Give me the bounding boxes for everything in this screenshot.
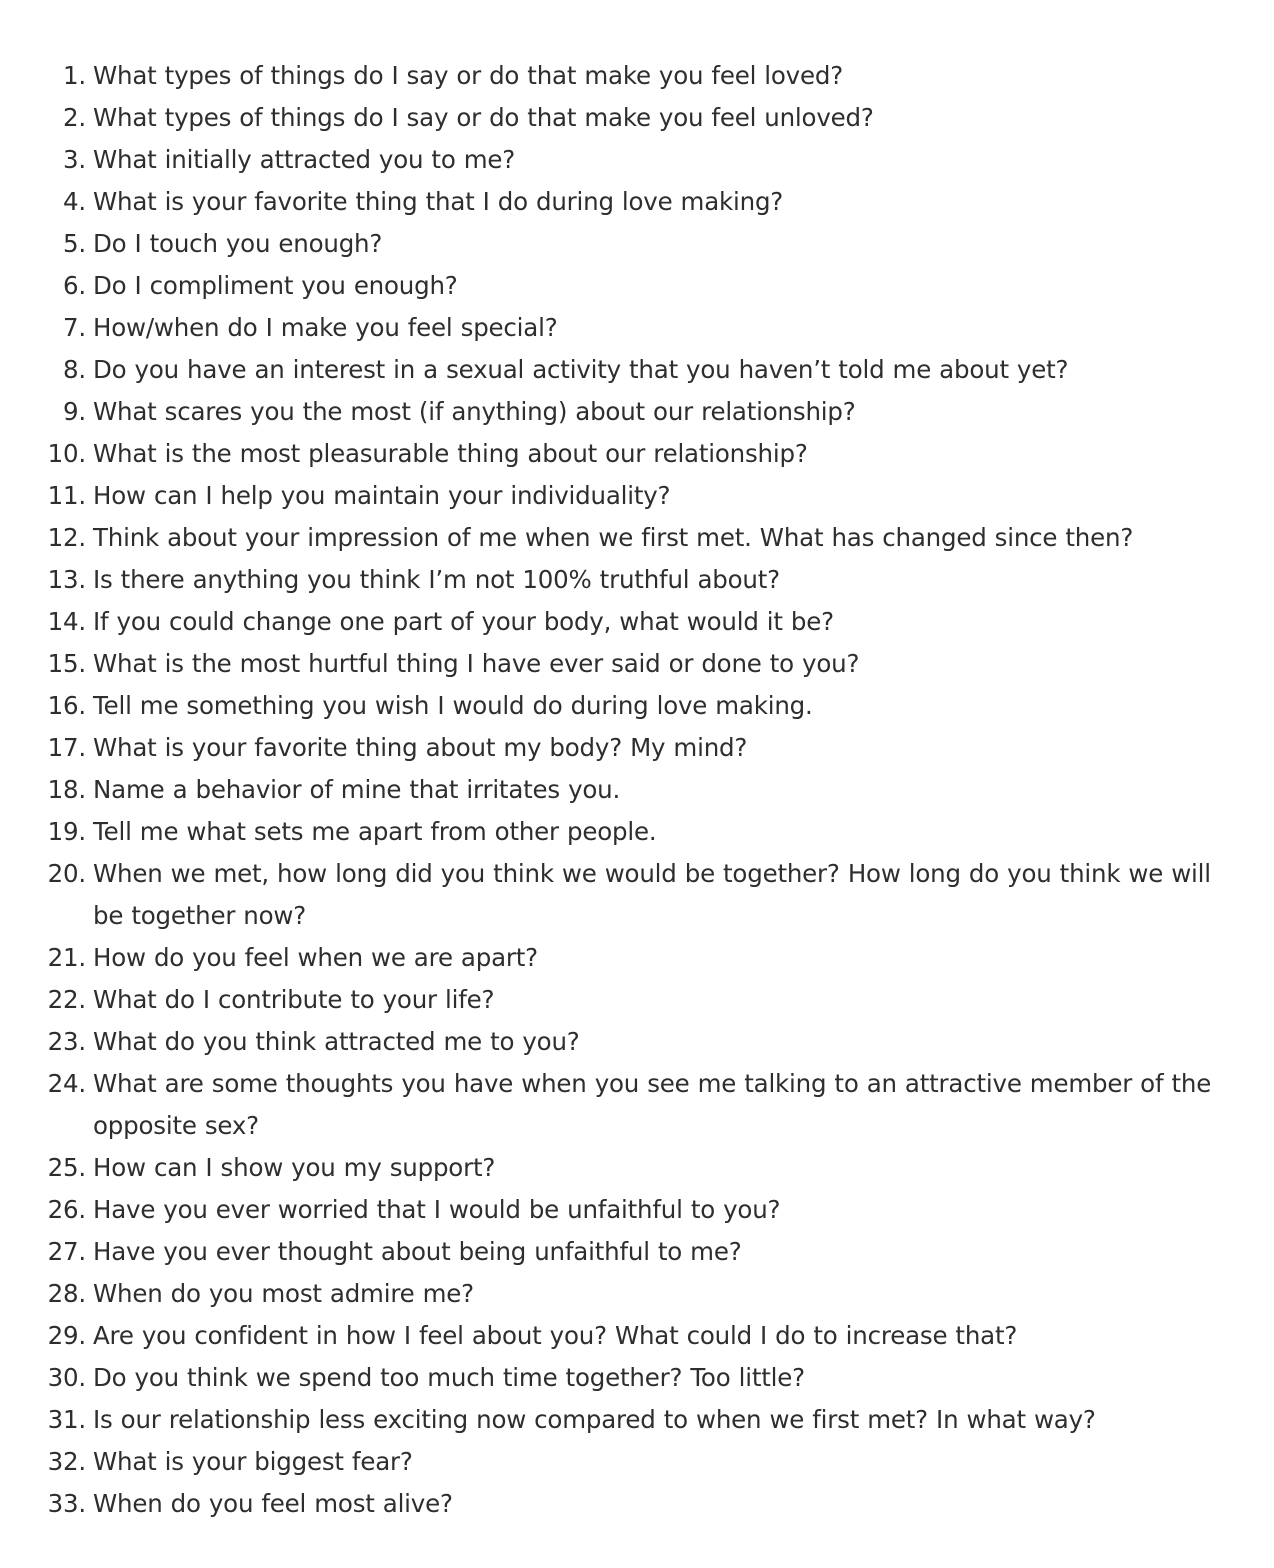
- question-item: [0, 1231, 1274, 1273]
- question-number: 26.: [47, 1195, 86, 1224]
- question-text: What is your favorite thing that I do during love making?: [93, 187, 784, 216]
- question-list: [0, 55, 1274, 1525]
- question-text: Think about your impression of me when we first met. What has changed since then?: [93, 523, 1134, 552]
- question-number: 25.: [47, 1153, 86, 1182]
- question-text: Do I compliment you enough?: [93, 271, 458, 300]
- question-number: 10.: [47, 439, 86, 468]
- question-text: Is our relationship less exciting now compared to when we first met? In what way?: [93, 1405, 1096, 1434]
- question-text: When do you feel most alive?: [93, 1489, 453, 1518]
- question-text: Have you ever worried that I would be unfaithful to you?: [93, 1195, 781, 1224]
- question-number: 33.: [47, 1489, 86, 1518]
- question-text: When we met, how long did you think we would be together? How long do you think we will be together now?: [93, 859, 1211, 930]
- question-text: Are you confident in how I feel about you? What could I do to increase that?: [93, 1321, 1018, 1350]
- question-number: 28.: [47, 1279, 86, 1308]
- question-item: [0, 391, 1274, 433]
- question-text: What are some thoughts you have when you see me talking to an attractive member of the opposite sex?: [93, 1069, 1212, 1140]
- question-item: [0, 307, 1274, 349]
- question-text: If you could change one part of your body, what would it be?: [93, 607, 834, 636]
- question-text: How can I show you my support?: [93, 1153, 496, 1182]
- question-text: What initially attracted you to me?: [93, 145, 516, 174]
- question-number: 22.: [47, 985, 86, 1014]
- question-item: [0, 769, 1274, 811]
- question-number: 27.: [47, 1237, 86, 1266]
- question-number: 21.: [47, 943, 86, 972]
- question-number: 24.: [47, 1069, 86, 1098]
- question-text: Do you think we spend too much time together? Too little?: [93, 1363, 805, 1392]
- question-text: What types of things do I say or do that make you feel loved?: [93, 61, 843, 90]
- question-text: What types of things do I say or do that make you feel unloved?: [93, 103, 874, 132]
- question-item: [0, 475, 1274, 517]
- question-number: 6.: [63, 271, 86, 300]
- question-text: What scares you the most (if anything) about our relationship?: [93, 397, 856, 426]
- question-text: Have you ever thought about being unfaithful to me?: [93, 1237, 742, 1266]
- question-number: 23.: [47, 1027, 86, 1056]
- question-number: 12.: [47, 523, 86, 552]
- question-item: [0, 1315, 1274, 1357]
- question-number: 5.: [63, 229, 86, 258]
- question-number: 32.: [47, 1447, 86, 1476]
- question-item: [0, 1399, 1274, 1441]
- question-item: [0, 1441, 1274, 1483]
- question-item: [0, 139, 1274, 181]
- question-number: 7.: [63, 313, 86, 342]
- question-text: Is there anything you think I’m not 100% truthful about?: [93, 565, 780, 594]
- question-item: [0, 643, 1274, 685]
- question-number: 1.: [63, 61, 86, 90]
- question-item: [0, 853, 1274, 937]
- question-item: [0, 727, 1274, 769]
- question-number: 4.: [63, 187, 86, 216]
- question-item: [0, 55, 1274, 97]
- question-text: Name a behavior of mine that irritates you.: [93, 775, 621, 804]
- question-number: 9.: [63, 397, 86, 426]
- question-text: What is the most pleasurable thing about our relationship?: [93, 439, 808, 468]
- question-text: Do you have an interest in a sexual activity that you haven’t told me about yet?: [93, 355, 1069, 384]
- question-text: Tell me something you wish I would do during love making.: [93, 691, 813, 720]
- question-item: [0, 517, 1274, 559]
- question-number: 14.: [47, 607, 86, 636]
- question-number: 17.: [47, 733, 86, 762]
- question-text: How/when do I make you feel special?: [93, 313, 558, 342]
- question-item: [0, 265, 1274, 307]
- question-text: Do I touch you enough?: [93, 229, 383, 258]
- question-item: [0, 1357, 1274, 1399]
- question-item: [0, 811, 1274, 853]
- question-item: [0, 433, 1274, 475]
- question-item: [0, 1189, 1274, 1231]
- question-text: What is the most hurtful thing I have ever said or done to you?: [93, 649, 860, 678]
- question-item: [0, 1063, 1274, 1147]
- question-item: [0, 97, 1274, 139]
- question-item: [0, 937, 1274, 979]
- question-text: What do you think attracted me to you?: [93, 1027, 580, 1056]
- question-number: 29.: [47, 1321, 86, 1350]
- question-text: What do I contribute to your life?: [93, 985, 495, 1014]
- question-item: [0, 979, 1274, 1021]
- question-item: [0, 601, 1274, 643]
- question-number: 3.: [63, 145, 86, 174]
- cut-off-text-line: [93, 1553, 423, 1568]
- question-item: [0, 223, 1274, 265]
- question-number: 20.: [47, 859, 86, 888]
- question-number: 15.: [47, 649, 86, 678]
- question-text: Tell me what sets me apart from other people.: [93, 817, 657, 846]
- question-item: [0, 685, 1274, 727]
- question-text: What is your biggest fear?: [93, 1447, 413, 1476]
- question-text: What is your favorite thing about my body? My mind?: [93, 733, 748, 762]
- question-text: When do you most admire me?: [93, 1279, 474, 1308]
- question-text: How do you feel when we are apart?: [93, 943, 538, 972]
- question-number: 11.: [47, 481, 86, 510]
- question-item: [0, 349, 1274, 391]
- question-text: How can I help you maintain your individuality?: [93, 481, 671, 510]
- question-number: 31.: [47, 1405, 86, 1434]
- question-item: [0, 1483, 1274, 1525]
- question-number: 8.: [63, 355, 86, 384]
- question-number: 18.: [47, 775, 86, 804]
- question-number: 16.: [47, 691, 86, 720]
- question-number: 13.: [47, 565, 86, 594]
- question-number: 30.: [47, 1363, 86, 1392]
- question-number: 19.: [47, 817, 86, 846]
- question-item: [0, 1147, 1274, 1189]
- question-item: [0, 559, 1274, 601]
- question-item: [0, 181, 1274, 223]
- question-item: [0, 1021, 1274, 1063]
- question-item: [0, 1273, 1274, 1315]
- question-number: 2.: [63, 103, 86, 132]
